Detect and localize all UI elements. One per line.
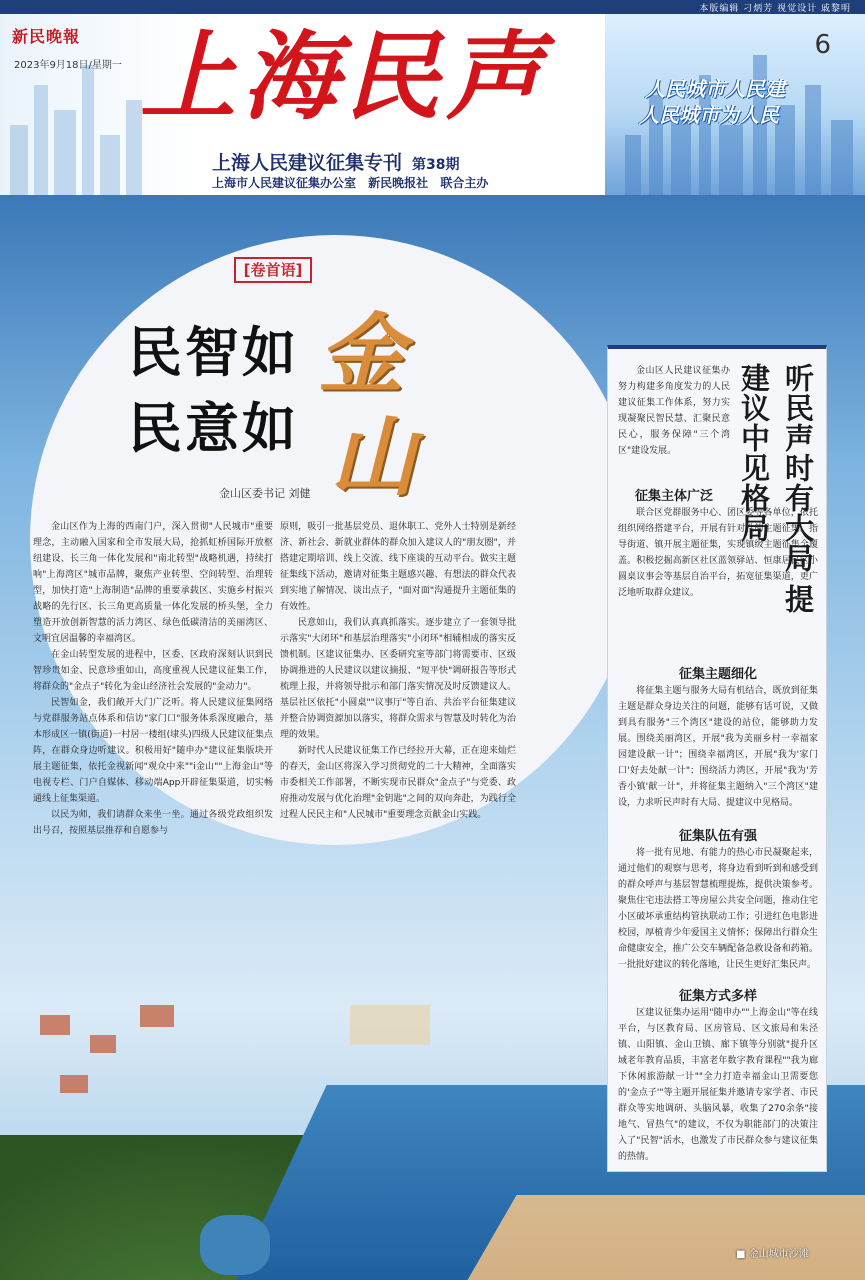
sidebar-heading: 征集队伍有强 [678,829,757,844]
paper-logo: 新民晚報 [12,27,81,46]
sidebar-title: 听民声时有大局 提建议中见格局 [737,363,815,615]
paragraph: 民意如山，我们认真真抓落实。逐步建立了一套领导批示落实"大闭环"和基层治理落实"小闭环"相辅相成的落实反馈机制。区建议征集办、区委研究室等部门将需要市、区级协调推进的人民建议以建议摘报、"短平快"调研报告等形式梳理上报，并将领导批示和部门落实情况及时反馈建议人。基层社区依托"小圆桌""议事厅"等自治、共治平台征集建议并整合协调资源加以落实，将群众需求与智慧及时转化为治理的效果。 [280,618,516,740]
organizers: 上海市人民建议征集办公室 新民晚报社 联合主办 [212,176,489,190]
sidebar-section-text [618,1005,818,1165]
supplement-name: 上海人民建议征集专刊 [212,152,403,174]
masthead [0,14,865,195]
article-column-1 [33,519,273,854]
sidebar-heading: 征集主题细化 [678,667,757,682]
paragraph: 金山区作为上海的西南门户，深入贯彻"人民城市"重要理念，主动融入国家和全市发展大局，抢抓虹桥国际开放枢纽建设、长三角一体化发展和"南北转型"战略机遇，持续打响"上海湾区"城市品牌，聚焦产业转型、空间转型、治理转型，加快打造"上海制造"品牌的重要承载区、实施乡村振兴战略的先行区、长三角更高质量一体化发展的桥头堡，全力塑造开放创新智慧的活力湾区、绿色低碳清洁的美丽湾区、文明宜居温馨的幸福湾区。 [33,522,273,644]
sidebar-intro [618,363,730,459]
top-strip [0,0,865,14]
issue-number: 第38期 [412,157,460,173]
paragraph: 原则，吸引一批基层党员、退休职工、党外人士特别是新经济、新社会、新就业群体的群众加入建议人的"朋友圈"，并搭建定期培训、线上交流、线下座谈的互动平台。做实主题征集线下活动，邀请对征集主题感兴趣、有想法的群众代表到实地了解情况、谈出点子，"面对面"沟通提升主题征集的有效性。 [280,522,516,612]
headline-line-1: 民智如 [128,320,299,384]
sidebar-section-text [618,505,818,601]
sidebar-heading: 征集方式多样 [678,989,757,1004]
paragraph: 将一批有见地、有能力的热心市民凝聚起来，通过他们的观察与思考，将身边看到听到和感受到的群众呼声与基层智慧梳理提炼，提供决策参考。聚焦住宅违法搭工等房屋公共安全问题，推动住宅小区破坏承重结构管执联动工作；引进红色电影进校园，厚植青少年爱国主义情怀；保障出行群众生命健康安全，推广公交车辆配备急救设备和药箱。一批批好建议的转化落地，让民生更好汇集民声。 [618,848,818,970]
slogan-line-2: 人民城市为人民 [639,103,779,127]
column-tag: [卷首语] [234,257,312,283]
paragraph: 联合区党群服务中心、团区委等各单位，依托组织网络搭建平台，开展有针对性的主题征集。指导街道、镇开展主题征集，实现镇级主题征集全覆盖。积极挖掘高新区社区蓝领驿站、恒康居民区小圆桌议事会等基层自治平台，拓宽征集渠道，更广泛地听取群众建议。 [618,508,818,598]
paragraph: 民智如金，我们敞开大门广泛听。将人民建议征集网络与党群服务站点体系和信访"家门口"服务体系深度融合，基本形成区一镇(街道)一村居一楼组(埭头)四级人民建议征集点阵，在群众身边听建议。积极用好"随申办"建议征集版块开展主题征集，依托金视新闻"观众中来""i金山""上海金山"等电视专栏、门户自媒体、移动端App开辟征集渠道，切实畅通线上征集渠道。 [33,698,273,804]
sidebar-article [607,345,827,1172]
headline-gold-char-1: 金 [318,304,404,405]
sidebar-section-text [618,683,818,811]
paragraph: 在金山转型发展的进程中，区委、区政府深刻认识到民智珍贵如金、民意珍重如山，高度重视人民建议征集工作，将群众的"金点子"转化为金山经济社会发展的"金动力"。 [33,650,273,692]
sidebar-heading: 征集主体广泛 [634,489,713,504]
photo-caption: ■ 金山城市沙滩 [736,1249,809,1260]
slogan-line-1: 人民城市人民建 [645,77,785,101]
credits: 本版编辑 刁炳芳 视觉设计 戚黎明 [699,4,851,14]
article-column-2 [280,519,516,849]
paragraph: 新时代人民建议征集工作已经拉开大幕，正在迎来灿烂的春天，金山区将深入学习贯彻党的二十大精神，全面落实市委相关工作部署，不断实现市民群众"金点子"与党委、政府推动发展与优化治理"金钥匙"之间的双向奔赴，为践行全过程人民民主和"人民城市"重要理念贡献金山实践。 [280,746,516,820]
sidebar-section-text [618,845,818,973]
page-number: 6 [814,30,831,60]
section-title: 上海民声 [140,20,548,133]
byline: 金山区委书记 刘健 [219,487,311,500]
paragraph: 金山区人民建议征集办努力构建多角度发力的人民建议征集工作体系，努力实现凝聚民智民慧、汇聚民意民心，服务保障"三个湾区"建设发展。 [618,366,730,456]
issue-date: 2023年9月18日/星期一 [14,60,122,71]
photo-lake [200,1215,270,1275]
paragraph: 以民为师，我们请群众来坐一坐。通过各级党政组织发出号召，按照基层推荐和自愿参与 [33,810,273,836]
slogan [639,76,785,128]
headline-line-2: 民意如 [128,396,299,460]
headline-gold-char-2: 山 [330,407,416,508]
paragraph: 区建议征集办运用"随申办""上海金山"等在线平台，与区教育局、区房管局、区文旅局和朱泾镇、山阳镇、金山卫镇、廊下镇等分别就"提升区域老年教育品质，丰富老年数字教育课程""我为廊下休闲旅游献一计""全力打造幸福金山卫需要您的'金点子'"等主题开展征集并邀请专家学者、市民群众等实地调研、头脑风暴，收集了270余条"接地气、冒热气"的建议，不仅为职能部门的决策注入了"民智"活水，也激发了市民群众参与建议征集的热情。 [618,1008,818,1162]
supplement-title [212,148,460,175]
paragraph: 将征集主题与服务大局有机结合，既放到征集主题是群众身边关注的问题，能够有话可说，又做到具有服务"三个湾区"建设的站位，能够助力发展。围绕美丽湾区，开展"我为美丽乡村一幸福家园建设献一计"；围绕幸福湾区，开展"我为'家门口'好去处献一计"；围绕活力湾区，开展"我为'芳香小镇'献一计"，并将征集主题纳入"三个湾区"建设，力求听民声时有大局、提建议中见格局。 [618,686,818,808]
